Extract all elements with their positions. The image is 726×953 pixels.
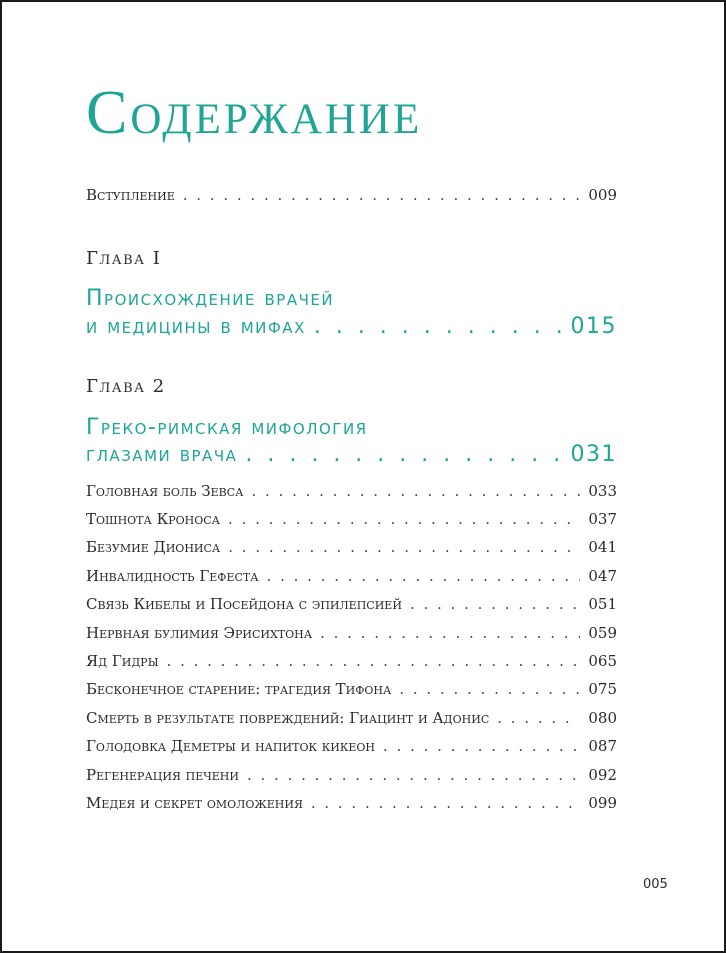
toc-entry-page: 065 bbox=[588, 652, 617, 670]
chapter-1-page: 015 bbox=[570, 314, 617, 339]
dot-leader bbox=[311, 794, 581, 812]
dot-leader bbox=[399, 680, 580, 698]
toc-entry-page: 087 bbox=[588, 737, 617, 755]
toc-entry-page: 051 bbox=[588, 595, 617, 613]
toc-entry[interactable] bbox=[86, 737, 617, 755]
toc-entry[interactable] bbox=[86, 652, 617, 670]
chapter-1-title-line1[interactable]: Происхождение врачей bbox=[86, 286, 335, 311]
toc-entry-page: 080 bbox=[588, 709, 617, 727]
toc-entry-page: 037 bbox=[588, 510, 617, 528]
toc-entry[interactable] bbox=[86, 482, 617, 500]
dot-leader bbox=[267, 567, 581, 585]
dot-leader bbox=[228, 538, 580, 556]
toc-entry[interactable] bbox=[86, 510, 617, 528]
dot-leader bbox=[314, 314, 563, 339]
dot-leader bbox=[228, 510, 580, 528]
toc-entry[interactable] bbox=[86, 595, 617, 613]
toc-entry-label: Яд Гидры bbox=[86, 652, 159, 670]
toc-entry-label: Нервная булимия Эрисихтона bbox=[86, 624, 313, 642]
toc-entry-page: 033 bbox=[588, 482, 617, 500]
toc-entry-label: Инвалидность Гефеста bbox=[86, 567, 259, 585]
dot-leader bbox=[383, 737, 580, 755]
toc-intro[interactable] bbox=[86, 186, 617, 204]
toc-intro-page: 009 bbox=[588, 186, 617, 204]
toc-entry-label: Регенерация печени bbox=[86, 766, 239, 784]
toc-entry[interactable] bbox=[86, 709, 617, 727]
toc-entry-page: 092 bbox=[588, 766, 617, 784]
toc-entry-label: Безумие Диониса bbox=[86, 538, 221, 556]
dot-leader bbox=[320, 624, 580, 642]
dot-leader bbox=[251, 482, 580, 500]
page-number: 005 bbox=[643, 877, 668, 892]
dot-leader bbox=[497, 709, 580, 727]
toc-entry[interactable] bbox=[86, 794, 617, 812]
toc-entry-page: 099 bbox=[588, 794, 617, 812]
toc-entry[interactable] bbox=[86, 538, 617, 556]
toc-entry-label: Тошнота Кроноса bbox=[86, 510, 221, 528]
chapter-2-label: Глава 2 bbox=[86, 376, 166, 397]
toc-entry-label: Головная боль Зевса bbox=[86, 482, 244, 500]
toc-entry[interactable] bbox=[86, 680, 617, 698]
chapter-2-title-line2[interactable] bbox=[86, 442, 617, 467]
toc-entry-page: 059 bbox=[588, 624, 617, 642]
toc-entry[interactable] bbox=[86, 567, 617, 585]
dot-leader bbox=[183, 186, 581, 204]
toc-entry-label: Медея и секрет омоложения bbox=[86, 794, 303, 812]
dot-leader bbox=[247, 766, 580, 784]
toc-entry-page: 075 bbox=[588, 680, 617, 698]
toc-entry-label: Связь Кибелы и Посейдона с эпилепсией bbox=[86, 595, 402, 613]
chapter-1-label: Глава I bbox=[86, 248, 162, 269]
chapter-1-title-line2-text: и медицины в мифах bbox=[86, 314, 306, 339]
toc-entry[interactable] bbox=[86, 766, 617, 784]
toc-entry-label: Голодовка Деметры и напиток кикеон bbox=[86, 737, 376, 755]
chapter-2-title-line1[interactable]: Греко-римская мифология bbox=[86, 415, 368, 440]
dot-leader bbox=[167, 652, 581, 670]
chapter-2-page: 031 bbox=[570, 442, 617, 467]
toc-entry[interactable] bbox=[86, 624, 617, 642]
toc-entry-label: Смерть в результате повреждений: Гиацинт и Адонис bbox=[86, 709, 490, 727]
dot-leader bbox=[410, 595, 580, 613]
chapter-1-title-line2[interactable] bbox=[86, 314, 617, 339]
dot-leader bbox=[245, 442, 562, 467]
page-title: Содержание bbox=[86, 79, 423, 147]
toc-entry-page: 047 bbox=[588, 567, 617, 585]
toc-entry-label: Бесконечное старение: трагедия Тифона bbox=[86, 680, 392, 698]
toc-intro-label: Вступление bbox=[86, 186, 175, 204]
toc-entry-page: 041 bbox=[588, 538, 617, 556]
chapter-2-title-line2-text: глазами врача bbox=[86, 442, 238, 467]
